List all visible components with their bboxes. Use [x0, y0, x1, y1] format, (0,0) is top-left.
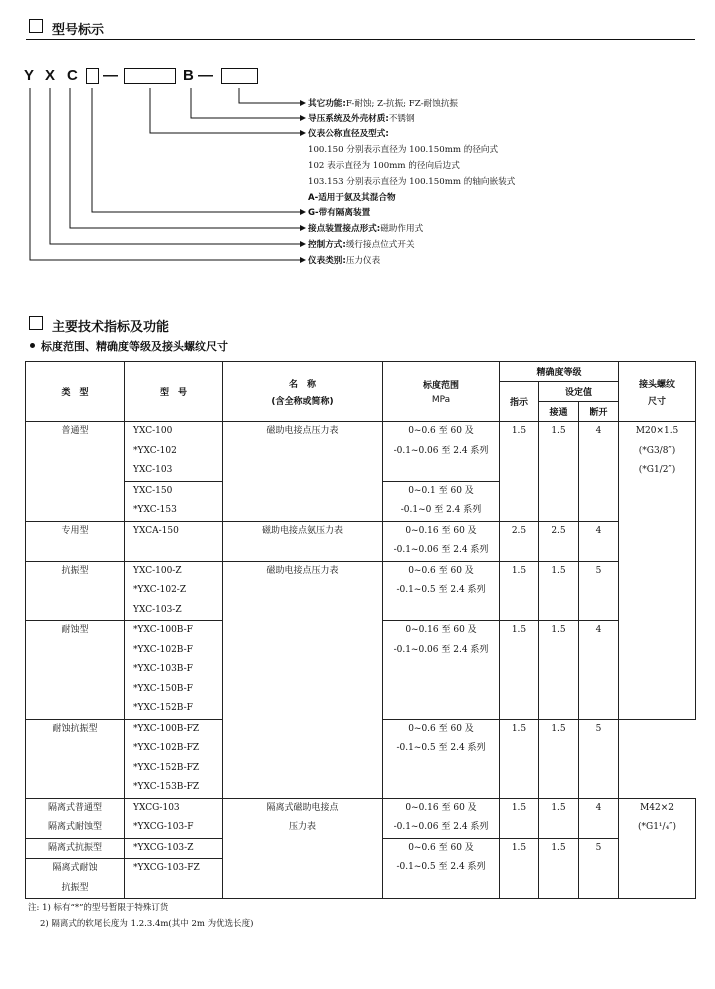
- cell-range: 0~0.6 至 60 及 -0.1~0.5 至 2.4 系列: [383, 719, 500, 798]
- cell-make: 2.5: [539, 521, 579, 561]
- section-title-spec: 主要技术指标及功能: [52, 320, 170, 335]
- cell-models: YXC-100-Z *YXC-102-Z YXC-103-Z: [125, 561, 223, 621]
- header-setting: 设定值: [539, 382, 619, 402]
- cell-indicator: 1.5: [500, 719, 539, 798]
- cell-break: 5: [579, 719, 619, 798]
- cell-indicator: 1.5: [500, 838, 539, 899]
- section-title-model: 型号标示: [52, 23, 105, 38]
- cell-break: 4: [579, 798, 619, 838]
- cell-indicator: 1.5: [500, 798, 539, 838]
- bullet-icon: [30, 343, 35, 348]
- cell-make: 1.5: [539, 621, 579, 720]
- cell-name: 隔离式磁助电接点 压力表: [223, 798, 383, 899]
- spec-table: [25, 361, 696, 899]
- cell-make: 1.5: [539, 838, 579, 899]
- header-range: 标度范围 MPa: [383, 362, 500, 422]
- cell-models: YXCA-150: [125, 521, 223, 561]
- cell-name: 磁助电接点氨压力表: [223, 521, 383, 561]
- legend-item: 接点装置接点形式:磁助作用式: [308, 224, 424, 234]
- cell-models: *YXC-100B-FZ *YXC-102B-FZ *YXC-152B-FZ *YXC-153B-FZ: [125, 719, 223, 798]
- cell-models: YXC-100 *YXC-102 YXC-103: [125, 422, 223, 482]
- cell-indicator: 1.5: [500, 422, 539, 522]
- spec-subtitle: 标度范围、精确度等级及接头螺纹尺寸: [41, 340, 228, 353]
- cell-make: 1.5: [539, 561, 579, 621]
- cell-range: 0~0.16 至 60 及 -0.1~0.06 至 2.4 系列: [383, 621, 500, 720]
- code-letter-y: Y: [24, 67, 35, 84]
- cell-make: 1.5: [539, 719, 579, 798]
- header-break: 断开: [579, 402, 619, 422]
- cell-type: 耐蚀抗振型: [26, 719, 125, 798]
- legend-item: 仪表公称直径及型式:: [308, 129, 389, 139]
- cell-type: 专用型: [26, 521, 125, 561]
- cell-type: 抗振型: [26, 561, 125, 621]
- cell-name: 磁助电接点压力表: [223, 422, 383, 522]
- cell-range: 0~0.1 至 60 及 -0.1~0 至 2.4 系列: [383, 481, 500, 521]
- cell-models: YXC-150 *YXC-153: [125, 481, 223, 521]
- legend-item: 控制方式:缓行接点位式开关: [308, 240, 415, 250]
- cell-break: 4: [579, 521, 619, 561]
- legend-item: 102 表示直径为 100mm 的径向后边式: [308, 161, 460, 171]
- note-1: 注: 1) 标有“*”的型号暂限于特殊订货: [28, 903, 169, 913]
- section-checkbox: [29, 316, 43, 330]
- cell-break: 4: [579, 422, 619, 522]
- legend-item: 导压系统及外壳材质:不锈钢: [308, 114, 415, 124]
- header-accuracy: 精确度等级: [500, 362, 619, 382]
- code-dash-2: —: [198, 67, 213, 84]
- cell-models: *YXCG-103-Z: [125, 838, 223, 859]
- code-letter-c: C: [67, 67, 78, 84]
- cell-type: 隔离式普通型 隔离式耐蚀型: [26, 798, 125, 838]
- header-thread: 接头螺纹 尺寸: [619, 362, 696, 422]
- cell-break: 5: [579, 838, 619, 899]
- cell-range: 0~0.6 至 60 及 -0.1~0.06 至 2.4 系列: [383, 422, 500, 482]
- cell-indicator: 2.5: [500, 521, 539, 561]
- cell-type: 普通型: [26, 422, 125, 522]
- cell-range: 0~0.16 至 60 及 -0.1~0.06 至 2.4 系列: [383, 798, 500, 838]
- cell-range: 0~0.6 至 60 及 -0.1~0.5 至 2.4 系列: [383, 561, 500, 621]
- note-2: 2) 隔离式的软尾长度为 1.2.3.4m(其中 2m 为优选长度): [40, 919, 254, 929]
- cell-thread: M42×2 (*G1¹/₄″): [619, 798, 696, 899]
- cell-models: YXCG-103 *YXCG-103-F: [125, 798, 223, 838]
- code-dash-1: —: [103, 67, 118, 84]
- code-letter-b: B: [183, 67, 194, 84]
- header-make: 接通: [539, 402, 579, 422]
- cell-type: 耐蚀型: [26, 621, 125, 720]
- cell-thread: M20×1.5 (*G3/8″) (*G1/2″): [619, 422, 696, 720]
- legend-item: A-适用于氨及其混合物: [308, 193, 396, 203]
- legend-item: 100.150 分别表示直径为 100.150mm 的径向式: [308, 145, 499, 155]
- legend-item: 103.153 分别表示直径为 100.150mm 的轴向嵌装式: [308, 177, 516, 187]
- cell-break: 5: [579, 561, 619, 621]
- header-model: 型 号: [125, 362, 223, 422]
- cell-range: 0~0.16 至 60 及 -0.1~0.06 至 2.4 系列: [383, 521, 500, 561]
- header-name: 名 称 (含全称或简称): [223, 362, 383, 422]
- header-type: 类 型: [26, 362, 125, 422]
- cell-break: 4: [579, 621, 619, 720]
- legend-item: G-带有隔离装置: [308, 208, 371, 218]
- cell-models: *YXC-100B-F *YXC-102B-F *YXC-103B-F *YXC-150B-F *YXC-152B-F: [125, 621, 223, 720]
- cell-type: 隔离式耐蚀 抗振型: [26, 859, 125, 899]
- header-indicator: 指示: [500, 382, 539, 422]
- cell-make: 1.5: [539, 798, 579, 838]
- cell-models: *YXCG-103-FZ: [125, 859, 223, 899]
- cell-make: 1.5: [539, 422, 579, 522]
- cell-indicator: 1.5: [500, 621, 539, 720]
- code-letter-x: X: [45, 67, 56, 84]
- legend-item: 仪表类别:压力仪表: [308, 256, 381, 266]
- cell-range: 0~0.6 至 60 及 -0.1~0.5 至 2.4 系列: [383, 838, 500, 899]
- cell-name: 磁助电接点压力表: [223, 561, 383, 798]
- legend-item: 其它功能:F-耐蚀; Z-抗振; FZ-耐蚀抗振: [308, 99, 459, 109]
- cell-indicator: 1.5: [500, 561, 539, 621]
- cell-type: 隔离式抗振型: [26, 838, 125, 859]
